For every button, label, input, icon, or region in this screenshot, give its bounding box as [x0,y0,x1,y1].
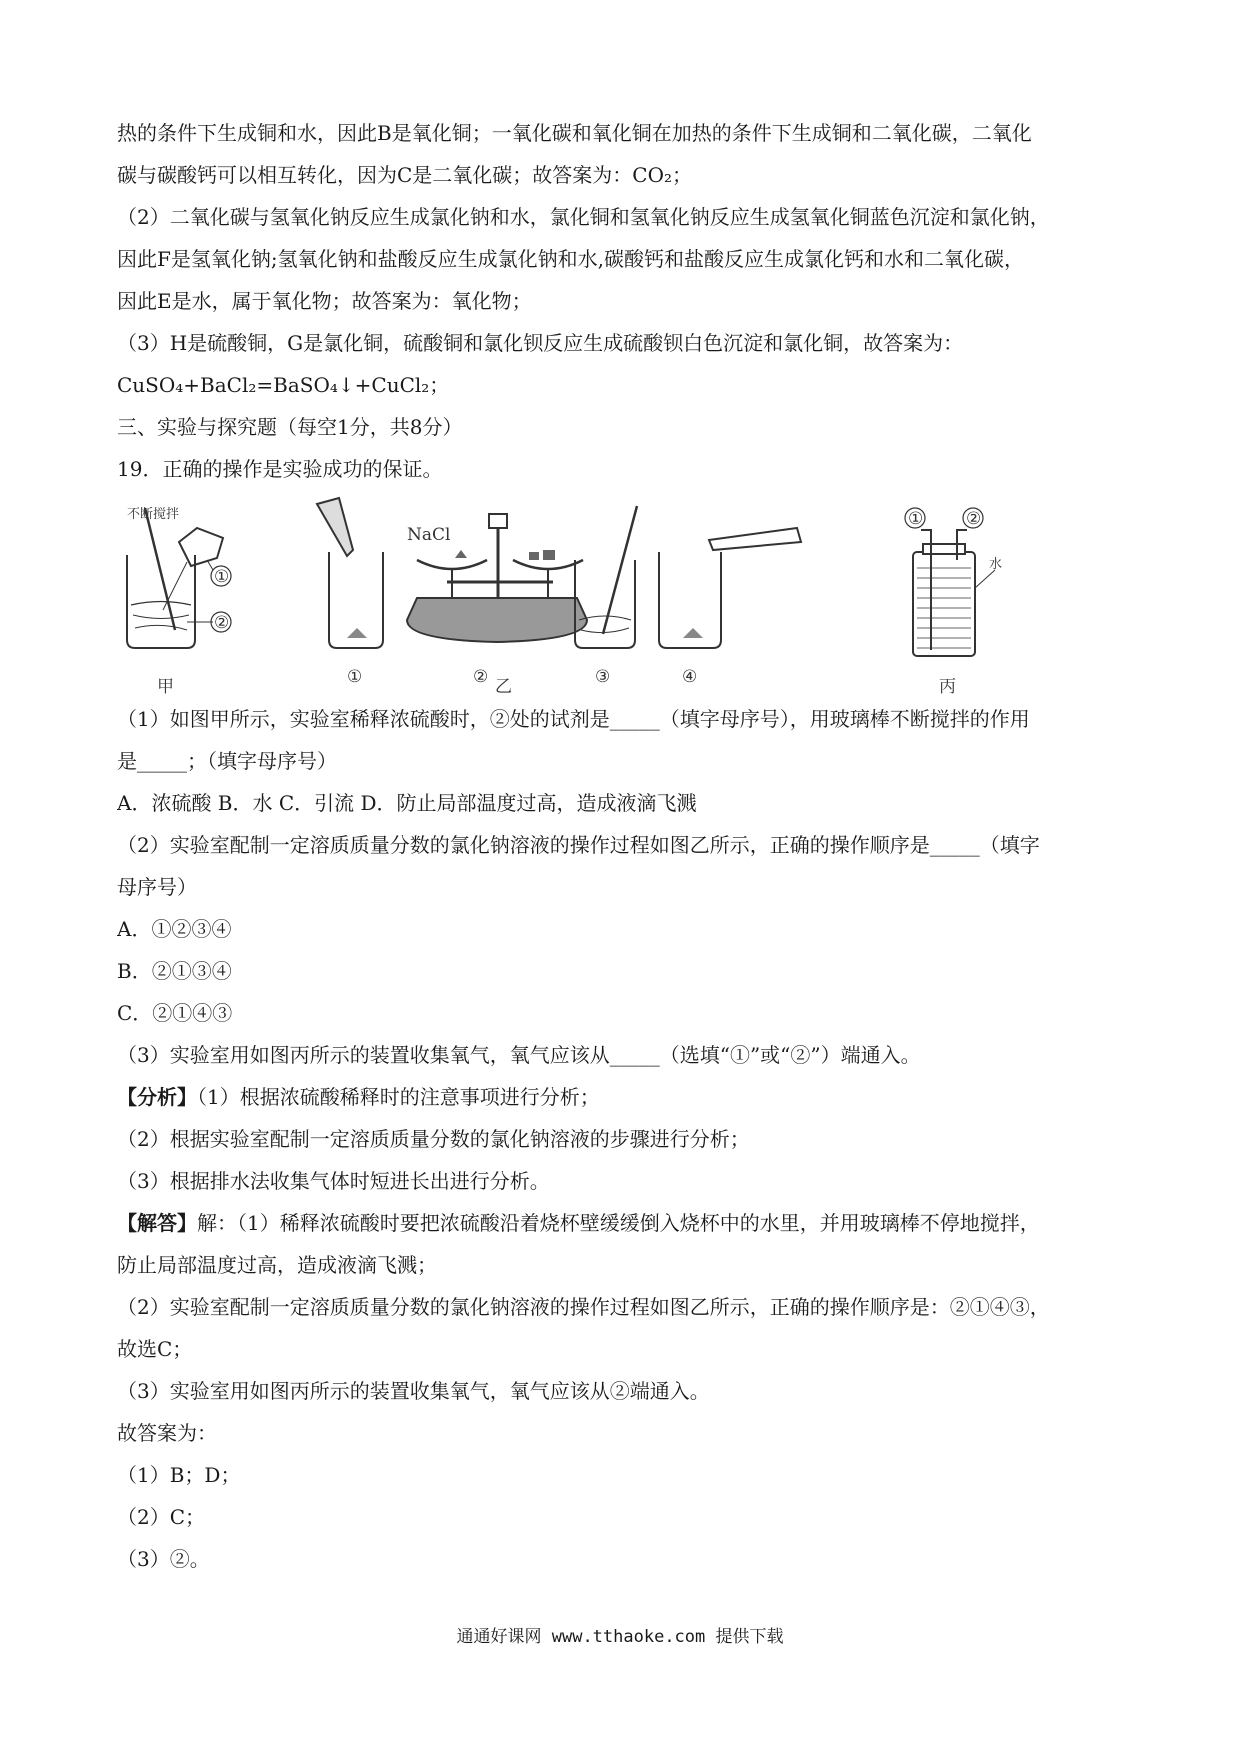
nacl-label: NaCl [407,525,451,545]
page-footer: 通通好课网 www.tthaoke.com 提供下载 [456,1627,784,1647]
figure-jia-num1: ① [214,567,230,587]
answer-heading: 故答案为： [117,1421,217,1445]
figure-yi-num4: ④ [682,667,698,687]
question-title: 19．正确的操作是实验成功的保证。 [117,457,443,481]
experiment-illustration [117,490,1127,698]
analysis-tag: 【分析】 [117,1085,197,1109]
figure-yi-num2: ② [473,667,489,687]
figure-yi-step2 [407,514,587,642]
answer-line: （2）C； [117,1505,206,1529]
figure-yi-num1: ① [347,667,363,687]
stir-note: 不断搅拌 [127,507,180,522]
question-part1: （1）如图甲所示，实验室稀释浓硫酸时，②处的试剂是_____（填字母序号），用玻璃棒不断搅拌的作用 [117,707,1030,731]
text-line: （3）H是硫酸铜，G是氯化铜，硫酸铜和氯化钡反应生成硫酸钡白色沉淀和氯化铜，故答案为： [117,331,964,355]
solution-line: 防止局部温度过高，造成液滴飞溅； [117,1253,437,1277]
option-c: C．②①④③ [117,1001,233,1025]
solution-line: （2）实验室配制一定溶质质量分数的氯化钠溶液的操作过程如图乙所示，正确的操作顺序是：②①④③， [117,1295,1050,1319]
solution-text: 解：（1）稀释浓硫酸时要把浓硫酸沿着烧杯壁缓缓倒入烧杯中的水里，并用玻璃棒不停地搅拌， [197,1211,1040,1235]
analysis-line: （2）根据实验室配制一定溶质质量分数的氯化钠溶液的步骤进行分析； [117,1127,750,1151]
text-line: （2）二氧化碳与氢氧化钠反应生成氯化钠和水，氯化铜和氢氧化钠反应生成氢氧化铜蓝色沉淀和氯化钠， [117,205,1050,229]
option-b: B．②①③④ [117,959,232,983]
option-a: A．①②③④ [117,917,232,941]
analysis-line [117,1076,1127,1118]
figure-bing-num2: ② [966,509,982,529]
question-part2-cont: 母序号） [117,875,197,899]
figure-bing [905,508,995,656]
text-line: 因此E是水，属于氧化物；故答案为：氧化物； [117,289,532,313]
solution-line: （3）实验室用如图丙所示的装置收集氧气，氧气应该从②端通入。 [117,1379,710,1403]
water-label: 水 [989,557,1003,572]
figure-bing-label: 丙 [939,677,956,697]
solution-line [117,1202,1127,1244]
text-line: 热的条件下生成铜和水，因此B是氧化铜；一氧化碳和氧化铜在加热的条件下生成铜和二氧化碳，二氧化 [117,121,1032,145]
equation-line: CuSO₄+BaCl₂=BaSO₄↓+CuCl₂； [117,373,450,397]
figure-yi-num3: ③ [595,667,611,687]
question-part3: （3）实验室用如图丙所示的装置收集氧气，氧气应该从_____（选填“①”或“②”）端通入。 [117,1043,921,1067]
page-content [117,112,1127,1580]
question-part1-cont: 是_____；（填字母序号） [117,749,337,773]
solution-line: 故选C； [117,1337,193,1361]
solution-tag: 【解答】 [117,1211,197,1235]
analysis-line: （3）根据排水法收集气体时短进长出进行分析。 [117,1169,550,1193]
experiment-figure [117,490,1127,698]
figure-yi-step1 [317,498,383,648]
figure-jia-label: 甲 [157,677,174,697]
question-part1-options: A．浓硫酸 B．水 C．引流 D．防止局部温度过高，造成液滴飞溅 [117,791,697,815]
analysis-text: （1）根据浓硫酸稀释时的注意事项进行分析； [197,1085,600,1109]
figure-yi-label: 乙 [495,677,512,697]
text-line: 碳与碳酸钙可以相互转化，因为C是二氧化碳；故答案为：CO₂； [117,163,693,187]
section-heading: 三、实验与探究题（每空1分，共8分） [117,415,463,439]
figure-bing-num1: ① [908,509,924,529]
text-line: 因此F是氢氧化钠;氢氧化钠和盐酸反应生成氯化钠和水,碳酸钙和盐酸反应生成氯化钙和水和二氧化碳， [117,247,1024,271]
answer-line: （1）B；D； [117,1463,241,1487]
question-part2: （2）实验室配制一定溶质质量分数的氯化钠溶液的操作过程如图乙所示，正确的操作顺序是_____（填字 [117,833,1040,857]
figure-jia-num2: ② [214,613,230,633]
answer-line: （3）②。 [117,1547,210,1571]
figure-yi-step4 [659,528,801,648]
